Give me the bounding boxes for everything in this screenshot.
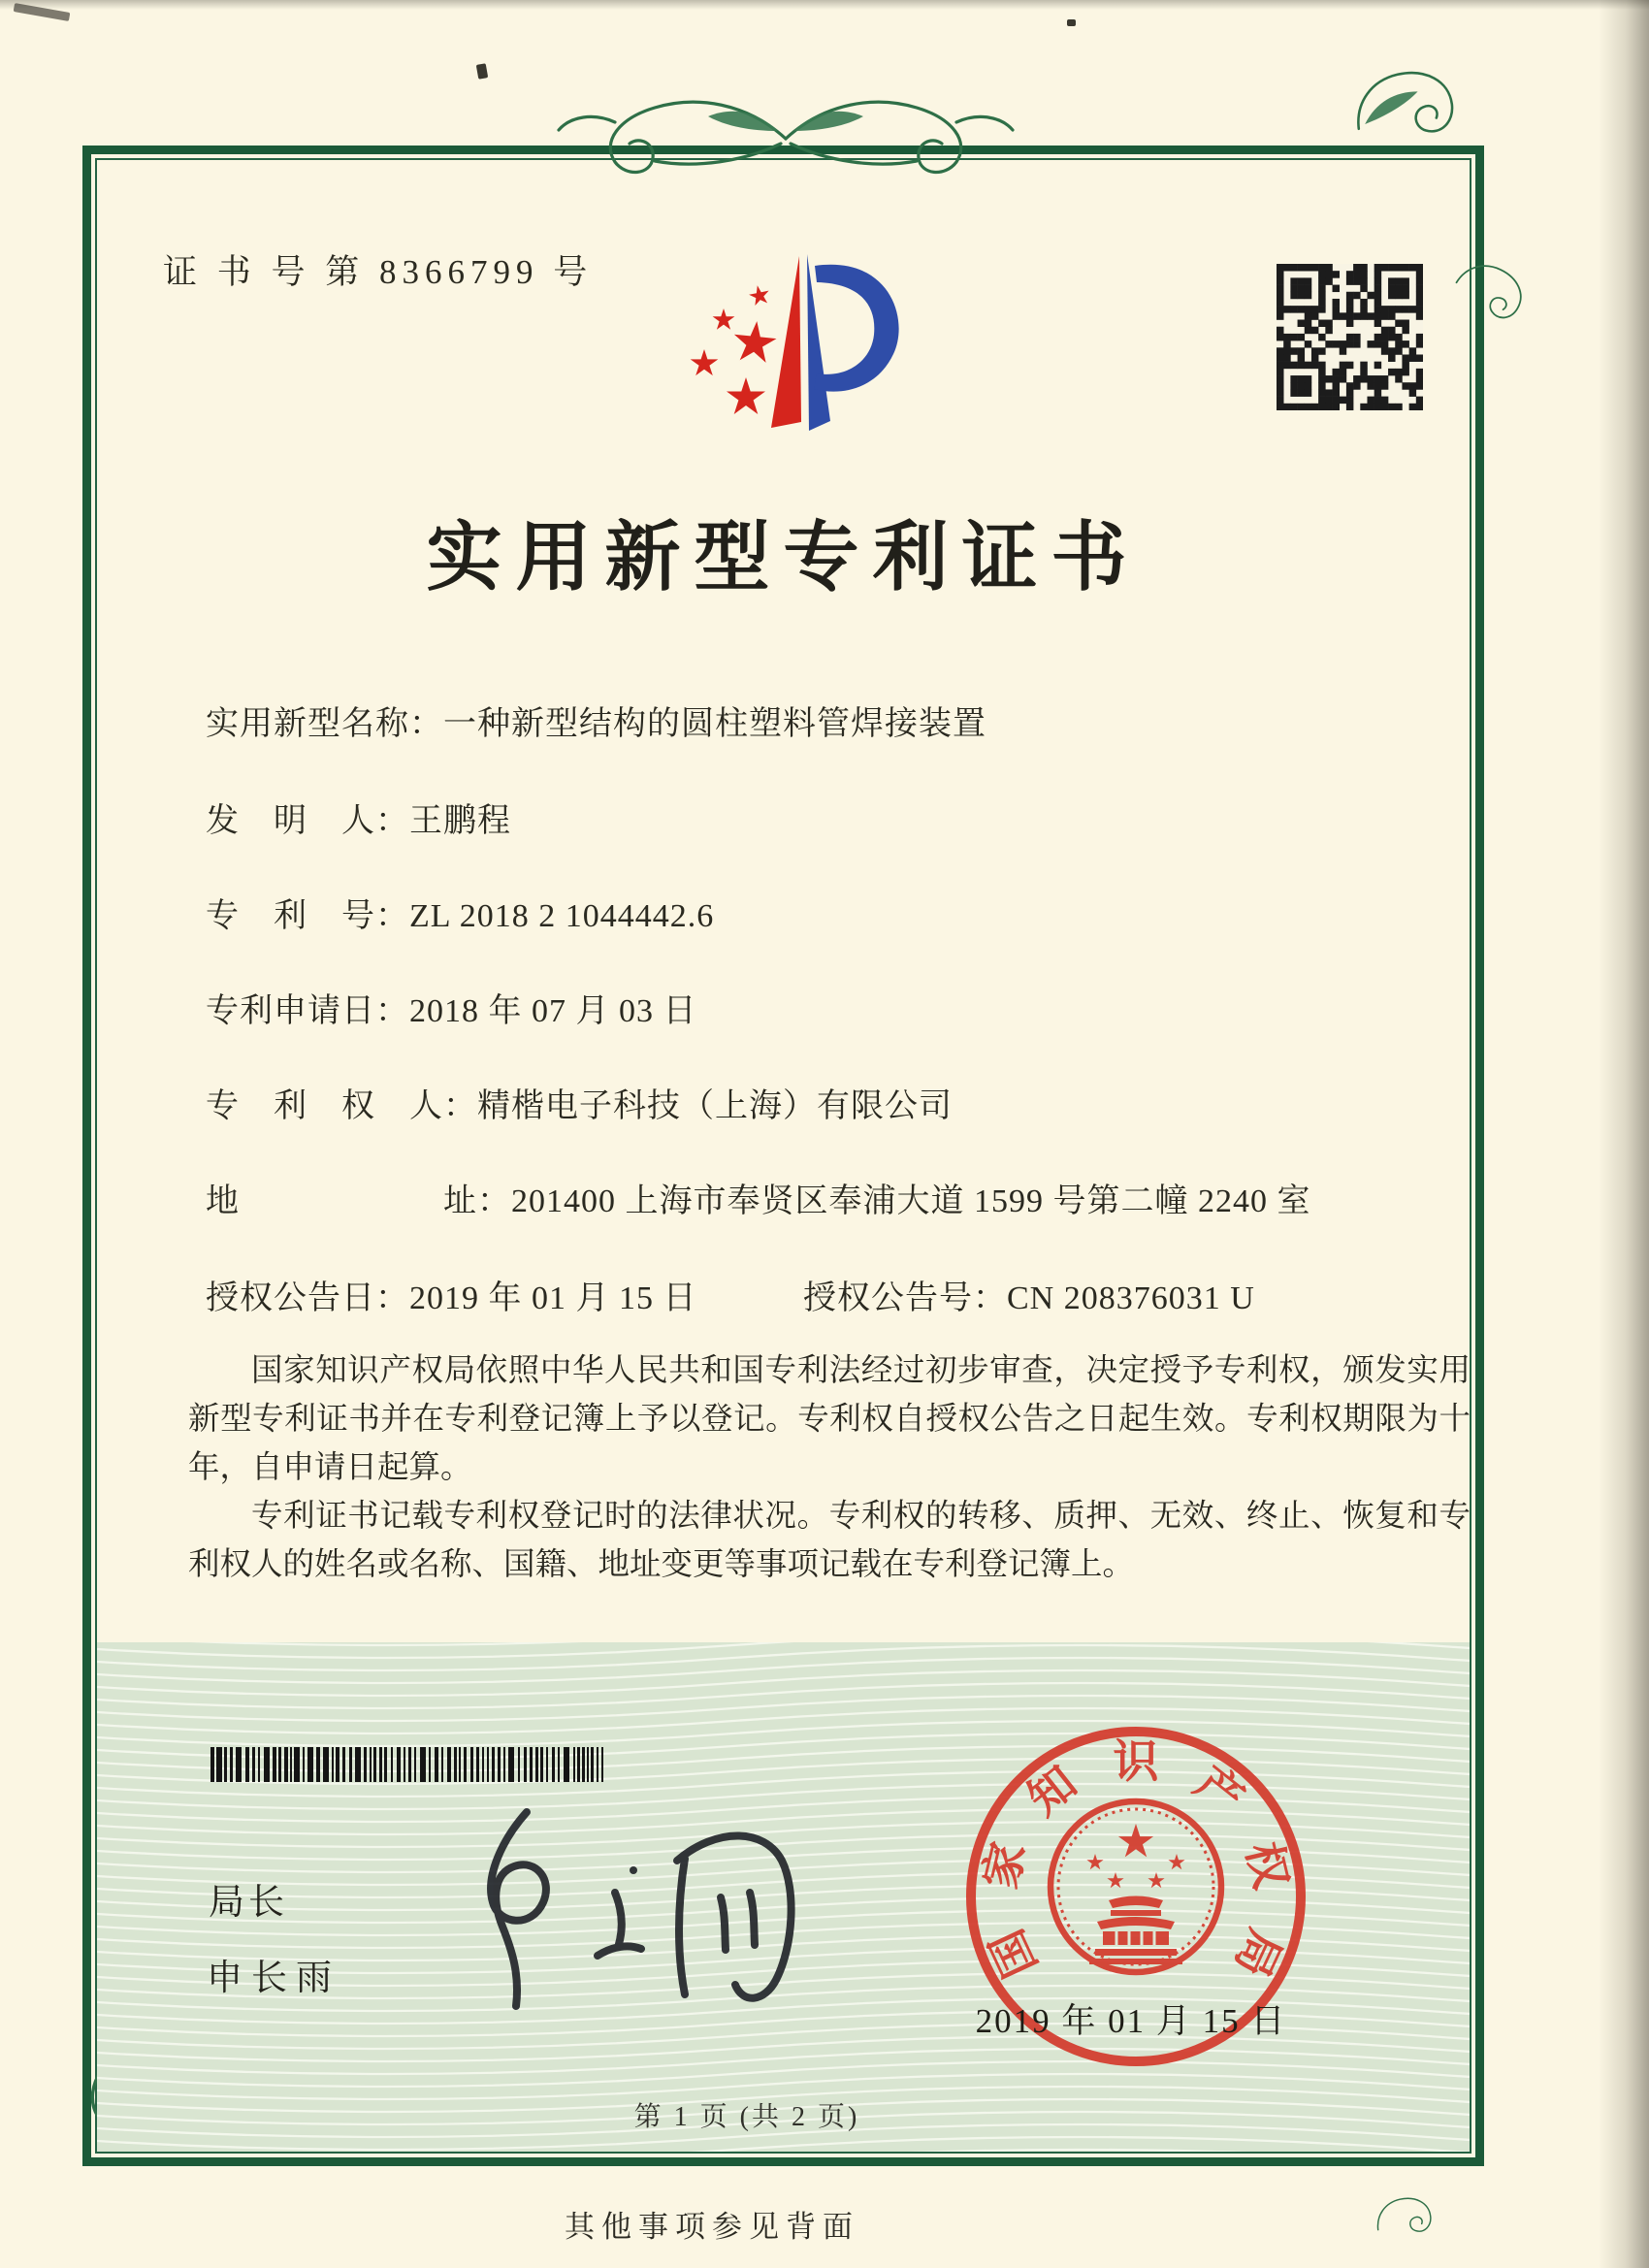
field-label: 地 址： xyxy=(206,1183,511,1219)
signer-name: 申长雨 xyxy=(207,1959,340,1998)
svg-text:局: 局 xyxy=(1224,1922,1290,1985)
field-value: 201400 上海市奉贤区奉浦大道 1599 号第二幢 2240 室 xyxy=(511,1183,1311,1219)
field-row xyxy=(206,697,986,744)
svg-text:家: 家 xyxy=(976,1837,1036,1895)
field-label: 专 利 权 人： xyxy=(206,1088,477,1124)
barcode-icon xyxy=(210,1747,610,1782)
field-value: ZL 2018 2 1044442.6 xyxy=(409,898,715,934)
field-value: 王鹏程 xyxy=(409,803,511,839)
scan-edge-shadow xyxy=(1599,0,1649,2268)
field-row xyxy=(206,1079,953,1126)
field-value: CN 208376031 U xyxy=(1007,1280,1255,1316)
field-label: 授权公告号： xyxy=(803,1280,1007,1316)
svg-text:权: 权 xyxy=(1236,1837,1296,1895)
legal-paragraph: 国家知识产权局依照中华人民共和国专利法经过初步审查，决定授予专利权，颁发实用新型专利证书并在专利登记簿上予以登记。专利权自授权公告之日起生效。专利权期限为十年，自申请日起算。 xyxy=(188,1353,1471,1485)
scan-edge-top xyxy=(0,0,1649,10)
back-note: 其他事项参见背面 xyxy=(565,2210,859,2244)
certificate-number: 证 书 号 第 8366799 号 xyxy=(163,253,594,291)
field-label: 授权公告日： xyxy=(206,1280,409,1316)
page-number: 第 1 页 (共 2 页) xyxy=(633,2102,860,2132)
national-emblem-icon xyxy=(1051,1801,1221,1972)
scan-speck xyxy=(1067,19,1076,26)
signature-icon xyxy=(435,1800,823,2028)
legal-text xyxy=(188,1346,1471,1589)
field-row xyxy=(206,889,714,936)
svg-text:知: 知 xyxy=(1018,1757,1086,1826)
certificate-title: 实用新型专利证书 xyxy=(426,515,1141,599)
field-value: 2018 年 07 月 03 日 xyxy=(409,993,697,1029)
legal-paragraph: 专利证书记载专利权登记时的法律状况。专利权的转移、质押、无效、终止、恢复和专利权人的姓名或名称、国籍、地址变更等事项记载在专利登记簿上。 xyxy=(188,1499,1471,1582)
qr-code-icon xyxy=(1277,264,1423,410)
field-label: 实用新型名称： xyxy=(206,706,443,742)
field-label: 发 明 人： xyxy=(206,803,409,839)
seal-date: 2019 年 01 月 15 日 xyxy=(975,2002,1287,2040)
field-value: 精楷电子科技（上海）有限公司 xyxy=(477,1088,953,1124)
grant-date xyxy=(206,1280,697,1316)
svg-text:产: 产 xyxy=(1185,1757,1253,1826)
field-row-grant xyxy=(206,1271,1255,1318)
cnipa-patent-logo-icon xyxy=(669,231,923,456)
field-value: 2019 年 01 月 15 日 xyxy=(409,1280,697,1316)
signer-title: 局长 xyxy=(209,1883,288,1923)
field-value: 一种新型结构的圆柱塑料管焊接装置 xyxy=(443,706,986,742)
field-row xyxy=(206,1174,1311,1221)
field-label: 专利申请日： xyxy=(206,993,409,1029)
grant-number xyxy=(803,1271,1255,1318)
svg-text:识: 识 xyxy=(1113,1737,1159,1788)
field-row xyxy=(206,984,697,1031)
field-label: 专 利 号： xyxy=(206,898,409,934)
svg-text:国: 国 xyxy=(982,1922,1048,1985)
scan-speck xyxy=(476,63,488,80)
field-row xyxy=(206,794,511,841)
